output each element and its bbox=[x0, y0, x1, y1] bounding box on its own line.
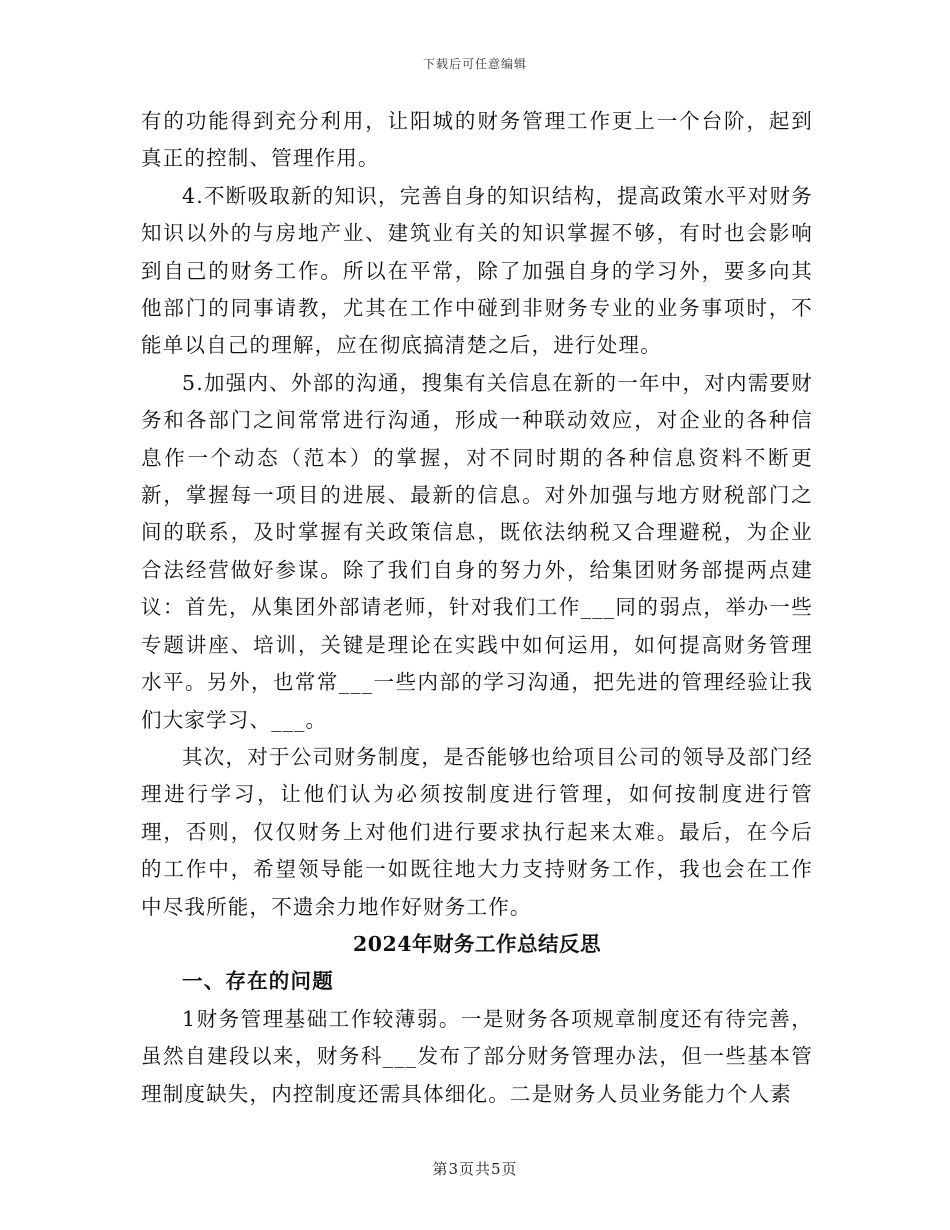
document-title: 2024年财务工作总结反思 bbox=[352, 931, 602, 956]
paragraph-continuation: 有的功能得到充分利用，让阳城的财务管理工作更上一个台阶，起到真正的控制、管理作用。 bbox=[141, 109, 813, 171]
section-heading: 一、存在的问题 bbox=[182, 969, 334, 994]
paragraph-problem-1: 1财务管理基础工作较薄弱。一是财务各项规章制度还有待完善，虽然自建段以来，财务科___发布了部分财务管理办法，但一些基本管理制度缺失，内控制度还需具体细化。二是财务人员业务能力个人素 bbox=[141, 1006, 813, 1106]
paragraph-item-4: 4.不断吸取新的知识，完善自身的知识结构，提高政策水平对财务知识以外的与房地产业、建筑业有关的知识掌握不够，有时也会影响到自己的财务工作。所以在平常，除了加强自身的学习外，要多向其他部门的同事请教，尤其在工作中碰到非财务专业的业务事项时，不能单以自己的理解，应在彻底搞清楚之后，进行处理。 bbox=[141, 183, 813, 358]
paragraph-secondly: 其次，对于公司财务制度，是否能够也给项目公司的领导及部门经理进行学习，让他们认为必须按制度进行管理，如何按制度进行管理，否则，仅仅财务上对他们进行要求执行起来太难。最后，在今后的工作中，希望领导能一如既往地大力支持财务工作，我也会在工作中尽我所能，不遗余力地作好财务工作。 bbox=[141, 744, 813, 919]
header-note: 下载后可任意编辑 bbox=[422, 57, 527, 71]
paragraph-item-5: 5.加强内、外部的沟通，搜集有关信息在新的一年中，对内需要财务和各部门之间常常进行沟通，形成一种联动效应，对企业的各种信息作一个动态（范本）的掌握，对不同时期的各种信息资料不断更新，掌握每一项目的进展、最新的信息。对外加强与地方财税部门之间的联系，及时掌握有关政策信息，既依法纳税又合理避税，为企业合法经营做好参谋。除了我们自身的努力外，给集团财务部提两点建议：首先，从集团外部请老师，针对我们工作___同的弱点，举办一些专题讲座、培训，关键是理论在实践中如何运用，如何提高财务管理水平。另外，也常常___一些内部的学习沟通，把先进的管理经验让我们大家学习、___。 bbox=[141, 370, 813, 732]
page-number: 第3页共5页 bbox=[432, 1160, 518, 1178]
document-body bbox=[141, 103, 813, 1113]
